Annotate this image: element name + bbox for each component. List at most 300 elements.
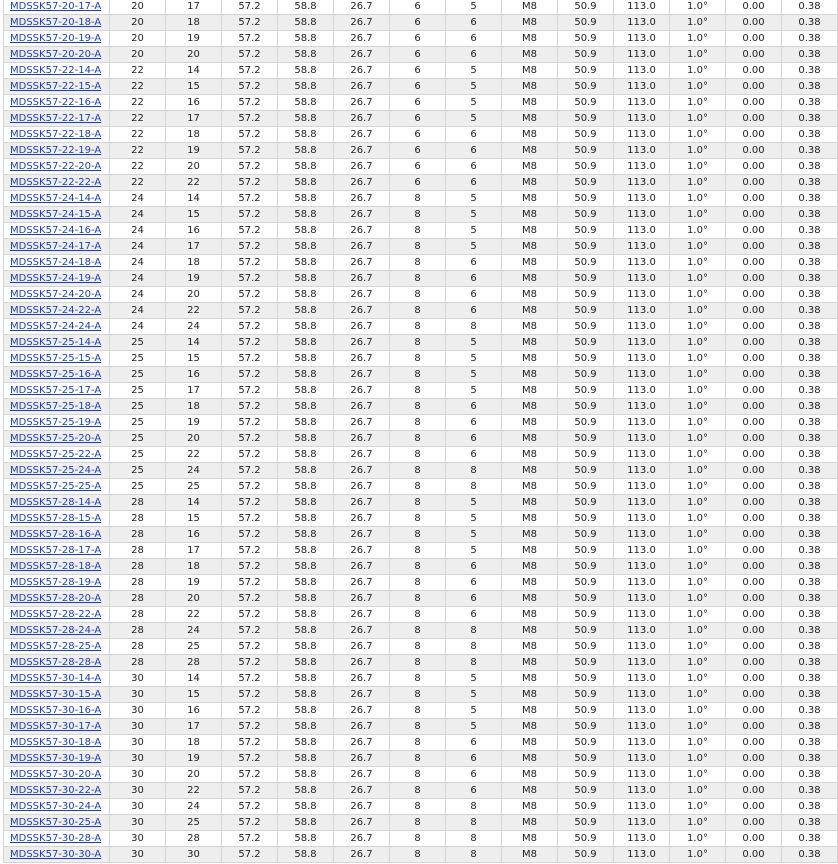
table-cell: 5 [446,703,502,719]
table-cell: 58.8 [278,479,334,495]
table-cell: 0.00 [726,527,782,543]
table-cell: 58.8 [278,79,334,95]
part-number-link[interactable]: MDSSK57-24-17-A [10,241,102,252]
table-cell: 0.38 [782,447,838,463]
table-cell: 1.0° [670,319,726,335]
table-cell: 8 [446,623,502,639]
table-cell: M8 [502,447,558,463]
table-cell: 6 [446,591,502,607]
table-cell: 57.2 [222,383,278,399]
table-cell: 0.38 [782,415,838,431]
table-cell: 0.00 [726,207,782,223]
table-cell: 8 [390,623,446,639]
table-cell: 1.0° [670,111,726,127]
table-cell: 0.00 [726,351,782,367]
table-cell: 5 [446,719,502,735]
table-cell: 0.00 [726,175,782,191]
part-number-link[interactable]: MDSSK57-24-18-A [10,257,102,268]
table-cell: 15 [166,351,222,367]
table-cell: 1.0° [670,671,726,687]
table-cell: 58.8 [278,575,334,591]
table-cell: 113.0 [614,367,670,383]
part-number-link[interactable]: MDSSK57-25-22-A [10,449,102,460]
table-cell: 17 [166,111,222,127]
table-cell: 50.9 [558,319,614,335]
table-cell: M8 [502,783,558,799]
part-number-link[interactable]: MDSSK57-20-18-A [10,17,102,28]
table-cell: 58.8 [278,239,334,255]
table-cell: 1.0° [670,127,726,143]
table-cell: 18 [166,255,222,271]
table-cell: 113.0 [614,655,670,671]
part-number-link[interactable]: MDSSK57-24-24-A [10,321,102,332]
table-cell: 6 [446,431,502,447]
table-cell: 6 [446,143,502,159]
table-cell: 58.8 [278,543,334,559]
table-cell: 1.0° [670,655,726,671]
table-cell: 0.38 [782,335,838,351]
table-row [4,815,838,831]
table-cell: 0.00 [726,815,782,831]
table-cell: 0.38 [782,399,838,415]
part-number-link[interactable]: MDSSK57-28-22-A [10,609,102,620]
table-cell: 6 [390,63,446,79]
table-cell: 26.7 [334,15,390,31]
table-cell: M8 [502,159,558,175]
table-cell: 50.9 [558,543,614,559]
part-number-link[interactable]: MDSSK57-30-22-A [10,785,102,796]
table-cell: 1.0° [670,31,726,47]
table-cell: 57.2 [222,591,278,607]
part-number-link[interactable]: MDSSK57-22-19-A [10,145,102,156]
table-cell: 113.0 [614,79,670,95]
table-cell: 58.8 [278,655,334,671]
part-number-link[interactable]: MDSSK57-28-14-A [10,497,102,508]
table-cell: 113.0 [614,751,670,767]
table-cell: 26.7 [334,703,390,719]
table-cell: 26.7 [334,223,390,239]
table-cell: 24 [110,303,166,319]
table-cell: 0.38 [782,719,838,735]
table-cell: 57.2 [222,47,278,63]
part-number-link[interactable]: MDSSK57-28-15-A [10,513,102,524]
part-number-link[interactable]: MDSSK57-28-18-A [10,561,102,572]
table-cell: 26.7 [334,0,390,15]
table-cell: 1.0° [670,799,726,815]
table-cell: 0.00 [726,783,782,799]
part-number-link[interactable]: MDSSK57-30-14-A [10,673,102,684]
part-number-link[interactable]: MDSSK57-22-14-A [10,65,102,76]
table-cell: 26.7 [334,367,390,383]
table-cell: M8 [502,287,558,303]
table-row [4,831,838,847]
table-row [4,175,838,191]
table-cell: 50.9 [558,15,614,31]
table-cell: 0.00 [726,623,782,639]
table-cell: 50.9 [558,47,614,63]
table-cell: 113.0 [614,511,670,527]
table-cell: 8 [390,431,446,447]
table-cell: 113.0 [614,479,670,495]
table-cell: 1.0° [670,831,726,847]
table-cell: 50.9 [558,735,614,751]
table-cell: 26.7 [334,671,390,687]
table-cell: 0.38 [782,687,838,703]
table-cell: 18 [166,735,222,751]
table-cell: 19 [166,575,222,591]
table-cell: 6 [446,287,502,303]
table-cell: M8 [502,127,558,143]
table-cell: 17 [166,239,222,255]
table-cell: 8 [390,527,446,543]
table-cell: 26.7 [334,623,390,639]
table-cell: 6 [446,767,502,783]
table-cell: 25 [166,815,222,831]
table-cell: 58.8 [278,95,334,111]
part-number-link[interactable]: MDSSK57-28-16-A [10,529,102,540]
table-cell: 58.8 [278,287,334,303]
table-cell: 57.2 [222,607,278,623]
table-cell: 0.38 [782,623,838,639]
table-cell: 24 [166,799,222,815]
part-number-cell [4,543,110,559]
part-number-link[interactable]: MDSSK57-25-18-A [10,401,102,412]
table-row [4,511,838,527]
table-cell: 1.0° [670,687,726,703]
part-number-link[interactable]: MDSSK57-25-15-A [10,353,102,364]
part-number-link[interactable]: MDSSK57-22-20-A [10,161,102,172]
table-cell: 15 [166,687,222,703]
table-cell: 1.0° [670,591,726,607]
table-cell: 5 [446,335,502,351]
table-cell: 5 [446,223,502,239]
part-number-link[interactable]: MDSSK57-30-16-A [10,705,102,716]
part-number-link[interactable]: MDSSK57-25-17-A [10,385,102,396]
table-cell: 16 [166,527,222,543]
table-cell: 1.0° [670,639,726,655]
table-cell: 0.00 [726,639,782,655]
table-cell: 19 [166,143,222,159]
table-cell: 58.8 [278,399,334,415]
table-cell: 22 [110,127,166,143]
table-cell: M8 [502,415,558,431]
table-cell: 58.8 [278,319,334,335]
table-cell: 57.2 [222,175,278,191]
table-cell: 26.7 [334,143,390,159]
table-cell: 50.9 [558,95,614,111]
part-number-link[interactable]: MDSSK57-22-18-A [10,129,102,140]
part-number-link[interactable]: MDSSK57-24-14-A [10,193,102,204]
part-number-link[interactable]: MDSSK57-24-15-A [10,209,102,220]
part-number-cell [4,335,110,351]
part-number-link[interactable]: MDSSK57-20-19-A [10,33,102,44]
table-cell: 17 [166,719,222,735]
table-cell: 1.0° [670,719,726,735]
table-cell: 8 [390,575,446,591]
table-cell: 6 [446,31,502,47]
table-cell: 8 [446,319,502,335]
part-number-link[interactable]: MDSSK57-30-19-A [10,753,102,764]
table-cell: M8 [502,767,558,783]
table-cell: 6 [390,143,446,159]
part-number-link[interactable]: MDSSK57-20-17-A [10,1,102,12]
table-cell: 8 [390,543,446,559]
part-number-cell [4,367,110,383]
table-cell: M8 [502,639,558,655]
table-cell: 8 [390,719,446,735]
part-number-link[interactable]: MDSSK57-22-16-A [10,97,102,108]
part-number-link[interactable]: MDSSK57-30-24-A [10,801,102,812]
table-cell: 1.0° [670,431,726,447]
table-cell: 58.8 [278,703,334,719]
table-cell: 1.0° [670,415,726,431]
table-cell: 113.0 [614,831,670,847]
table-cell: 5 [446,207,502,223]
table-cell: 5 [446,671,502,687]
table-cell: 6 [446,127,502,143]
table-cell: M8 [502,111,558,127]
table-cell: 25 [110,335,166,351]
part-number-link[interactable]: MDSSK57-20-20-A [10,49,102,60]
part-number-link[interactable]: MDSSK57-25-19-A [10,417,102,428]
table-cell: 50.9 [558,159,614,175]
table-cell: 8 [390,847,446,863]
table-cell: 1.0° [670,399,726,415]
table-cell: 58.8 [278,31,334,47]
part-number-link[interactable]: MDSSK57-28-20-A [10,593,102,604]
table-cell: 113.0 [614,415,670,431]
table-cell: 26.7 [334,719,390,735]
table-cell: 1.0° [670,623,726,639]
table-cell: 0.00 [726,319,782,335]
part-number-cell [4,815,110,831]
table-cell: 113.0 [614,671,670,687]
table-cell: 0.00 [726,383,782,399]
table-cell: 0.38 [782,559,838,575]
table-cell: 8 [446,479,502,495]
part-number-link[interactable]: MDSSK57-30-30-A [10,849,102,860]
part-number-cell [4,127,110,143]
table-cell: 113.0 [614,191,670,207]
table-cell: 15 [166,511,222,527]
table-cell: 26.7 [334,287,390,303]
table-cell: 24 [110,207,166,223]
table-cell: 22 [166,447,222,463]
table-cell: 0.38 [782,111,838,127]
table-row [4,399,838,415]
table-cell: 57.2 [222,111,278,127]
table-cell: 5 [446,687,502,703]
table-cell: 1.0° [670,63,726,79]
table-cell: 50.9 [558,223,614,239]
part-number-cell [4,703,110,719]
table-cell: 6 [446,271,502,287]
table-cell: 24 [110,239,166,255]
part-number-link[interactable]: MDSSK57-28-25-A [10,641,102,652]
table-cell: M8 [502,351,558,367]
table-cell: 50.9 [558,191,614,207]
table-cell: 113.0 [614,223,670,239]
part-number-link[interactable]: MDSSK57-25-14-A [10,337,102,348]
part-number-link[interactable]: MDSSK57-28-24-A [10,625,102,636]
table-cell: M8 [502,463,558,479]
part-number-link[interactable]: MDSSK57-25-24-A [10,465,102,476]
table-cell: 0.38 [782,671,838,687]
table-cell: 28 [110,575,166,591]
table-cell: M8 [502,527,558,543]
table-cell: 1.0° [670,367,726,383]
part-number-link[interactable]: MDSSK57-24-16-A [10,225,102,236]
table-cell: 50.9 [558,335,614,351]
table-cell: 6 [390,127,446,143]
table-cell: 0.38 [782,223,838,239]
table-cell: 0.00 [726,687,782,703]
table-cell: 57.2 [222,0,278,15]
table-cell: 5 [446,367,502,383]
table-cell: M8 [502,223,558,239]
table-cell: 58.8 [278,783,334,799]
table-cell: 6 [446,735,502,751]
table-cell: M8 [502,175,558,191]
part-number-link[interactable]: MDSSK57-30-20-A [10,769,102,780]
part-number-cell [4,575,110,591]
table-cell: 26.7 [334,271,390,287]
part-number-link[interactable]: MDSSK57-28-17-A [10,545,102,556]
table-cell: 57.2 [222,799,278,815]
table-cell: 25 [110,479,166,495]
table-cell: 26.7 [334,319,390,335]
table-cell: 58.8 [278,735,334,751]
table-cell: 30 [166,847,222,863]
table-cell: 0.38 [782,159,838,175]
table-cell: 22 [110,95,166,111]
table-cell: 5 [446,527,502,543]
table-cell: 1.0° [670,47,726,63]
table-cell: 0.00 [726,607,782,623]
table-cell: M8 [502,303,558,319]
table-cell: 58.8 [278,383,334,399]
table-cell: 8 [390,495,446,511]
table-cell: 58.8 [278,639,334,655]
part-number-link[interactable]: MDSSK57-30-17-A [10,721,102,732]
table-row [4,559,838,575]
table-cell: 50.9 [558,271,614,287]
table-cell: 8 [390,815,446,831]
table-row [4,207,838,223]
table-cell: 50.9 [558,175,614,191]
table-cell: 26.7 [334,447,390,463]
table-cell: M8 [502,319,558,335]
table-cell: 8 [390,591,446,607]
table-cell: 24 [166,463,222,479]
table-cell: M8 [502,207,558,223]
table-row [4,575,838,591]
table-cell: 1.0° [670,287,726,303]
table-cell: 50.9 [558,239,614,255]
table-cell: 1.0° [670,223,726,239]
table-cell: 57.2 [222,735,278,751]
table-cell: 1.0° [670,479,726,495]
part-number-link[interactable]: MDSSK57-22-22-A [10,177,102,188]
table-cell: 26.7 [334,31,390,47]
table-cell: 26.7 [334,399,390,415]
table-cell: 0.38 [782,63,838,79]
part-number-link[interactable]: MDSSK57-22-17-A [10,113,102,124]
part-number-link[interactable]: MDSSK57-24-20-A [10,289,102,300]
table-row [4,287,838,303]
table-cell: 0.00 [726,703,782,719]
table-cell: 57.2 [222,463,278,479]
table-cell: 113.0 [614,703,670,719]
table-row [4,527,838,543]
part-number-cell [4,607,110,623]
table-cell: 0.00 [726,111,782,127]
table-cell: 113.0 [614,399,670,415]
table-cell: 50.9 [558,303,614,319]
table-cell: 0.38 [782,303,838,319]
part-number-cell [4,271,110,287]
table-cell: 113.0 [614,639,670,655]
table-cell: 8 [446,639,502,655]
table-cell: 58.8 [278,559,334,575]
table-cell: 6 [446,47,502,63]
table-cell: 0.38 [782,191,838,207]
table-cell: 20 [166,159,222,175]
part-number-link[interactable]: MDSSK57-30-18-A [10,737,102,748]
table-cell: 113.0 [614,15,670,31]
table-row [4,751,838,767]
table-cell: 58.8 [278,847,334,863]
table-cell: 1.0° [670,191,726,207]
table-cell: 0.00 [726,143,782,159]
table-cell: 57.2 [222,415,278,431]
table-cell: 0.38 [782,847,838,863]
table-cell: 57.2 [222,287,278,303]
table-cell: 0.00 [726,495,782,511]
part-number-cell [4,639,110,655]
part-number-link[interactable]: MDSSK57-25-16-A [10,369,102,380]
part-number-link[interactable]: MDSSK57-28-19-A [10,577,102,588]
table-cell: 22 [110,79,166,95]
table-cell: 6 [390,0,446,15]
table-cell: 113.0 [614,143,670,159]
table-cell: 57.2 [222,431,278,447]
table-cell: 26.7 [334,159,390,175]
table-row [4,223,838,239]
part-number-link[interactable]: MDSSK57-30-28-A [10,833,102,844]
table-cell: 24 [110,255,166,271]
table-cell: 50.9 [558,751,614,767]
part-number-link[interactable]: MDSSK57-24-19-A [10,273,102,284]
table-cell: 0.00 [726,0,782,15]
table-cell: 8 [390,303,446,319]
table-cell: 22 [110,111,166,127]
table-cell: 50.9 [558,399,614,415]
part-number-link[interactable]: MDSSK57-24-22-A [10,305,102,316]
part-number-link[interactable]: MDSSK57-30-25-A [10,817,102,828]
part-number-link[interactable]: MDSSK57-30-15-A [10,689,102,700]
table-cell: 26.7 [334,63,390,79]
table-cell: 58.8 [278,415,334,431]
part-number-link[interactable]: MDSSK57-28-28-A [10,657,102,668]
part-number-link[interactable]: MDSSK57-25-20-A [10,433,102,444]
part-number-link[interactable]: MDSSK57-22-15-A [10,81,102,92]
table-cell: 113.0 [614,783,670,799]
part-number-link[interactable]: MDSSK57-25-25-A [10,481,102,492]
table-row [4,783,838,799]
table-cell: 22 [110,143,166,159]
table-cell: 22 [166,303,222,319]
